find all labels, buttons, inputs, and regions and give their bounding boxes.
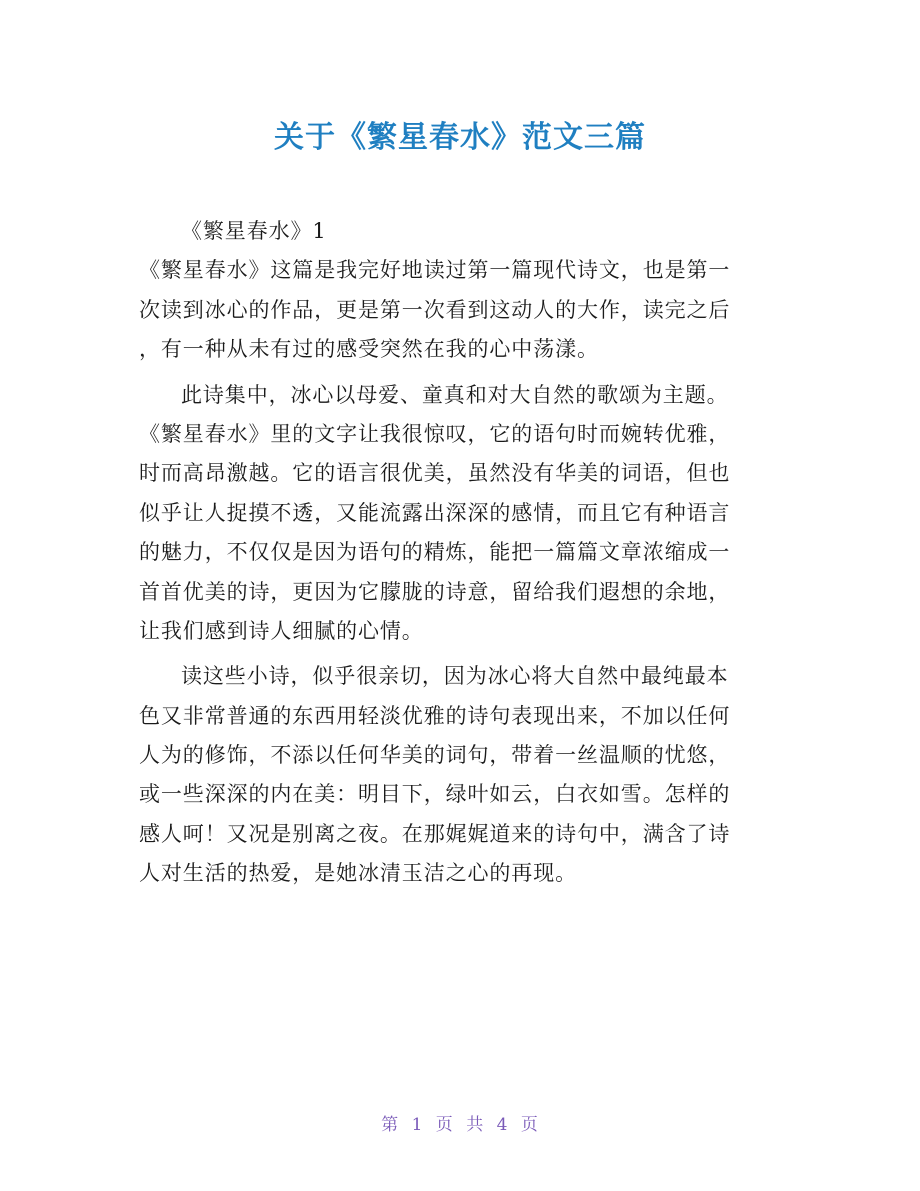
paragraph-line: 读这些小诗，似乎很亲切，因为冰心将大自然中最纯最本 (181, 664, 729, 689)
section-heading: 《繁星春水》1 (181, 219, 327, 243)
paragraph-line: 让我们感到诗人细腻的心情。 (139, 618, 424, 643)
paragraph-line: 感人呵！又况是别离之夜。在那娓娓道来的诗句中，满含了诗 (139, 821, 731, 846)
paragraph-line: 次读到冰心的作品，更是第一次看到这动人的大作，读完之后 (139, 297, 731, 322)
paragraph-line: ，有一种从未有过的感受突然在我的心中荡漾。 (139, 337, 599, 362)
paragraph-line: 首首优美的诗，更因为它朦胧的诗意，留给我们遐想的余地， (139, 579, 731, 604)
page-footer: 第 1 页 共 4 页 (381, 1115, 539, 1135)
paragraph-line: 《繁星春水》这篇是我完好地读过第一篇现代诗文，也是第一 (139, 258, 731, 283)
paragraph-line: 的魅力，不仅仅是因为语句的精炼，能把一篇篇文章浓缩成一 (139, 540, 731, 565)
document-body (139, 212, 784, 894)
paragraph-line: 色又非常普通的东西用轻淡优雅的诗句表现出来，不加以任何 (139, 703, 731, 728)
paragraph-line: 此诗集中，冰心以母爱、童真和对大自然的歌颂为主题。 (181, 382, 729, 407)
paragraph-line: 《繁星春水》里的文字让我很惊叹，它的语句时而婉转优雅， (139, 421, 731, 446)
paragraph-line: 人为的修饰，不添以任何华美的词句，带着一丝温顺的忧悠， (139, 743, 731, 768)
paragraph-line: 或一些深深的内在美：明目下，绿叶如云，白衣如雪。怎样的 (139, 782, 731, 807)
document-title: 关于《繁星春水》范文三篇 (274, 120, 646, 155)
paragraph-line: 时而高昂激越。它的语言很优美，虽然没有华美的词语，但也 (139, 461, 731, 486)
paragraph-line: 似乎让人捉摸不透，又能流露出深深的感情，而且它有种语言 (139, 500, 731, 525)
paragraph-line: 人对生活的热爱，是她冰清玉洁之心的再现。 (139, 861, 577, 886)
